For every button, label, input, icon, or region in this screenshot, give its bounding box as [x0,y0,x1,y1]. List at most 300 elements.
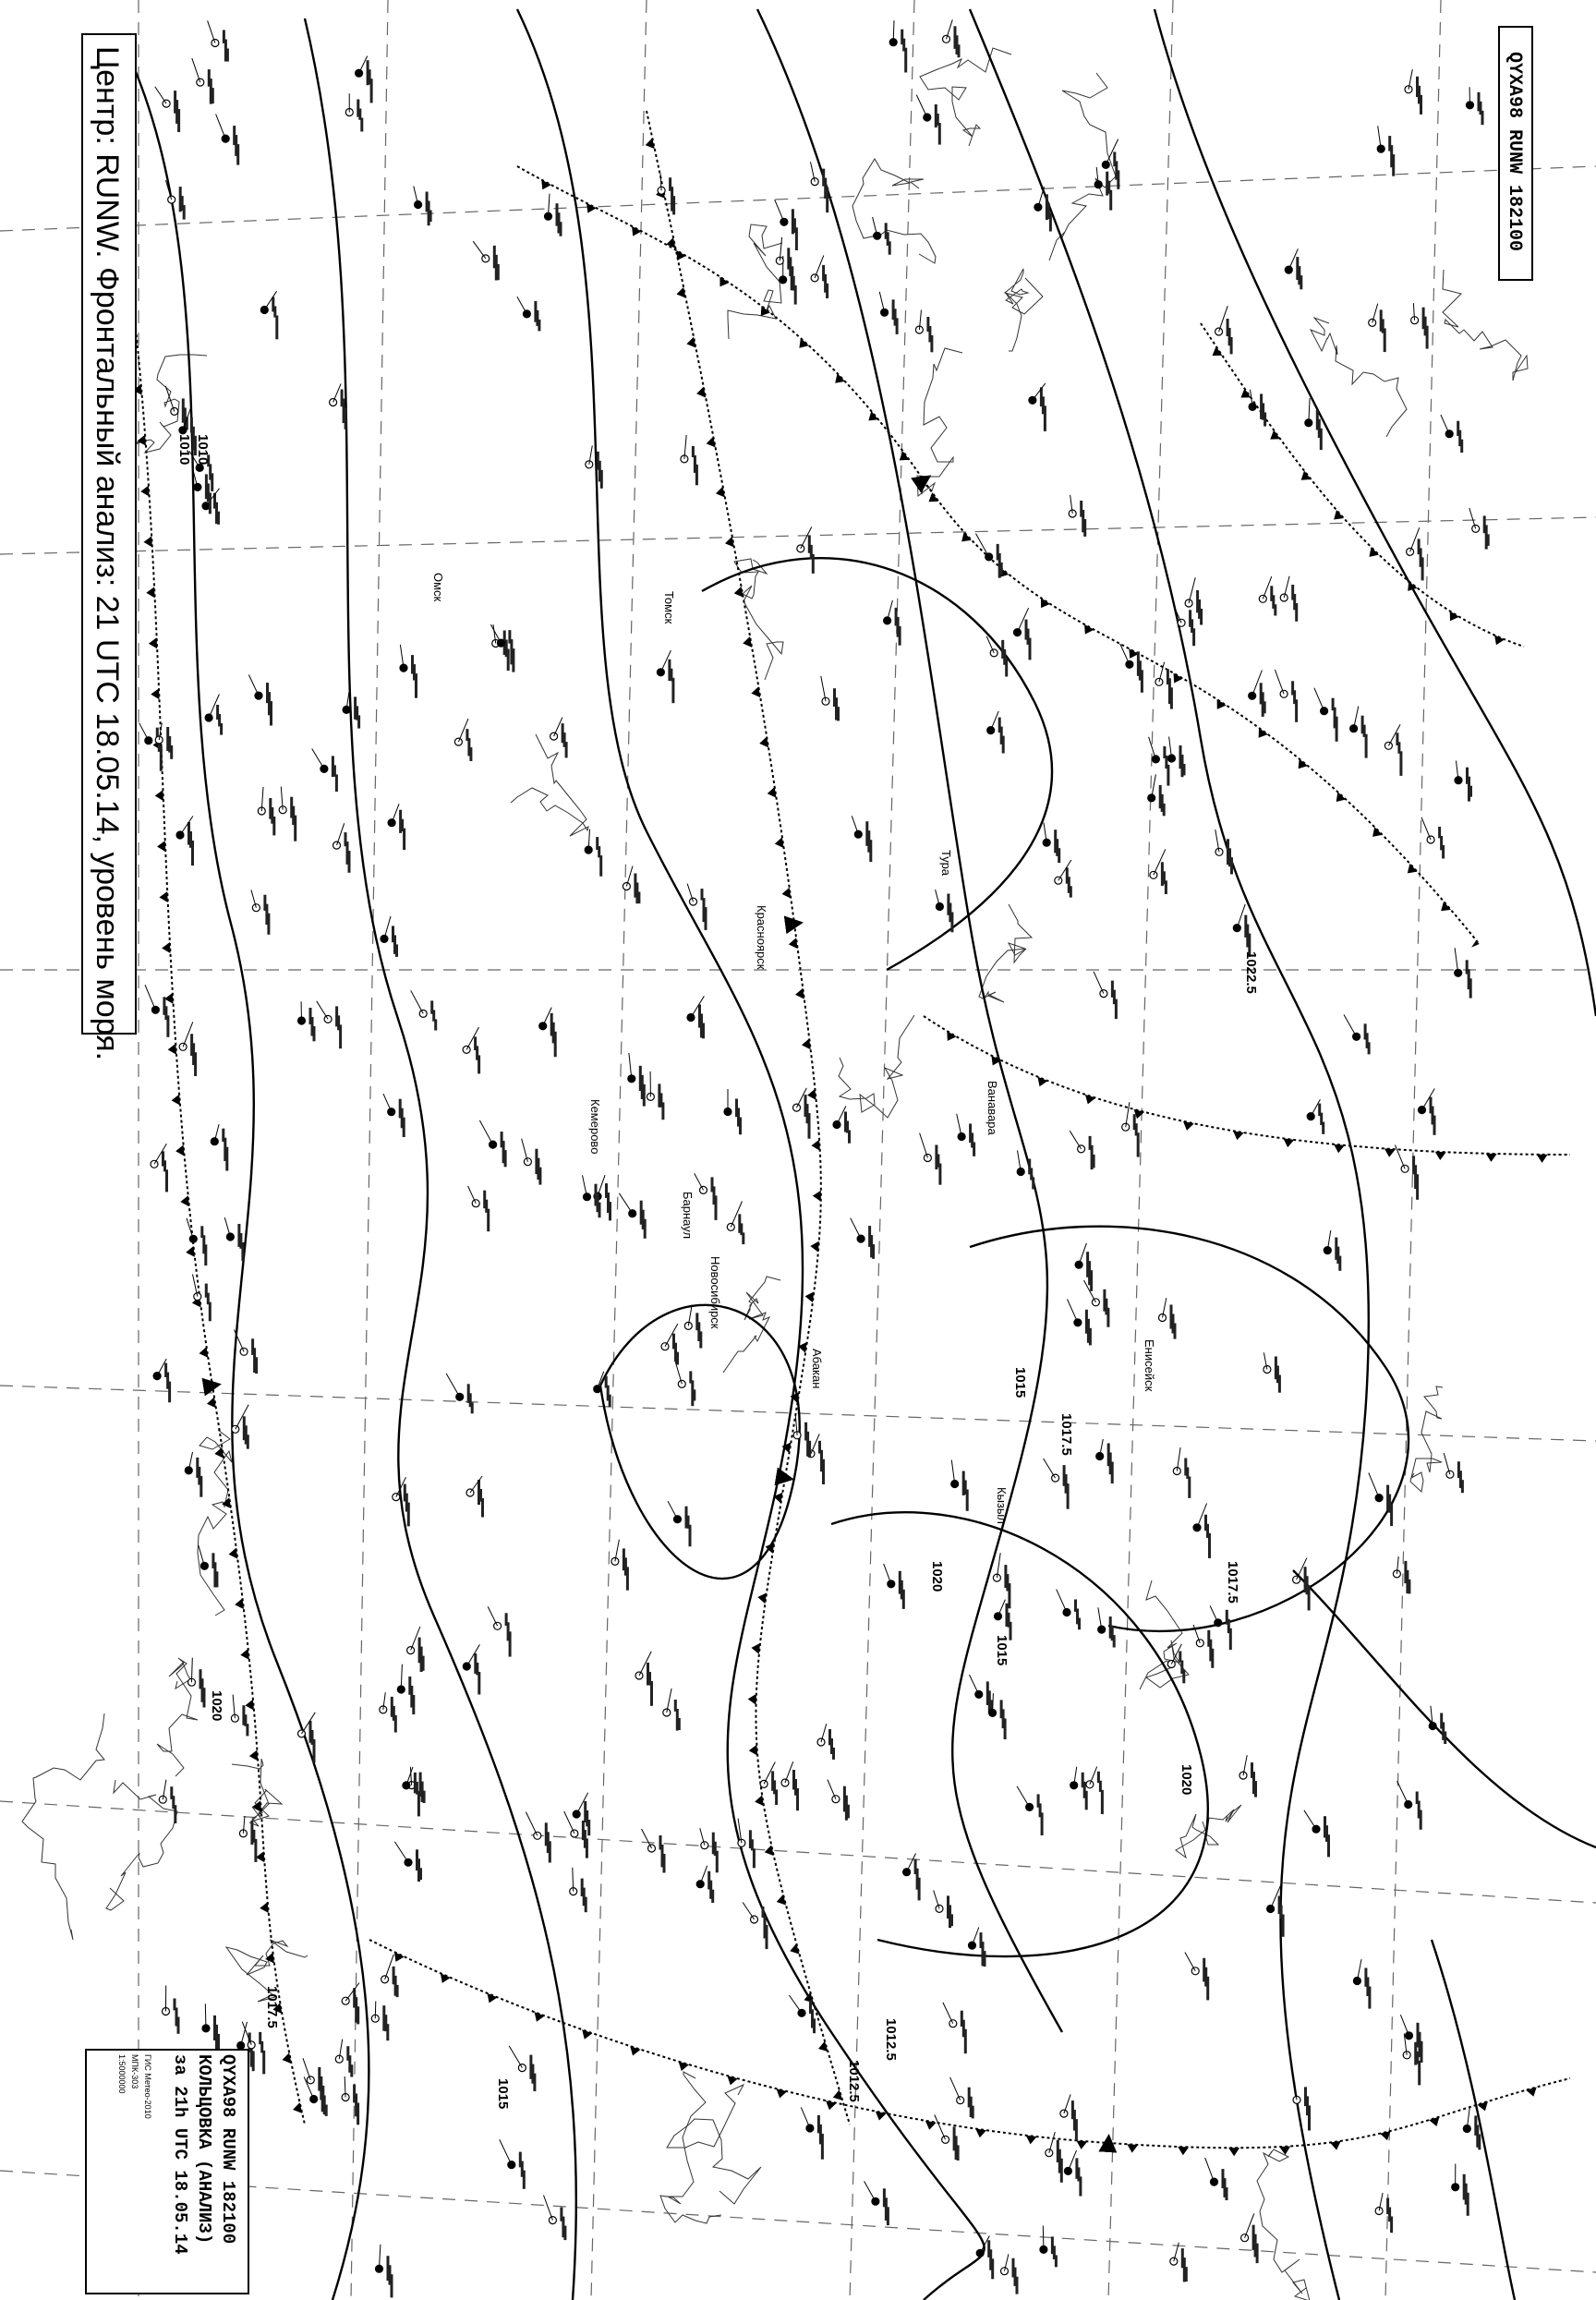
station-value-mark [1469,978,1472,998]
station-value-mark [1183,764,1186,775]
station-value-mark [808,1113,811,1139]
station-value-mark [1192,628,1195,646]
station-value-mark [826,188,828,213]
station-value-mark [1060,2159,1063,2183]
map-title: Центр: RUNW. Фронтальный анализ: 21 UTC 18.05.14, уровень моря. [90,46,125,1061]
station-value-mark [689,1525,692,1547]
station-circle [687,1014,695,1022]
station-circle [888,1580,895,1588]
station-circle [1472,525,1480,532]
station-value-mark [848,1131,851,1144]
station-value-mark [716,1851,719,1873]
station-value-mark [972,2106,974,2119]
station-value-mark [1029,638,1032,660]
station-circle [145,737,152,744]
station-value-mark [984,1951,986,1967]
station-value-mark [1041,1812,1044,1835]
station-circle [987,727,995,734]
station-value-mark [1229,1628,1232,1650]
station-value-mark [678,1718,681,1730]
station-value-mark [1408,1580,1410,1594]
station-value-mark [348,851,351,873]
station-value-mark [1055,2255,1058,2267]
isobar-label: 1022.5 [1243,951,1259,994]
station-value-mark [497,264,500,280]
station-circle [936,1905,943,1912]
station-circle [1375,2208,1383,2215]
station-value-mark [1256,2244,1259,2263]
station-circle [1280,594,1288,601]
station-value-mark [775,1789,778,1805]
station-circle [1191,1967,1199,1975]
station-value-mark [321,2086,324,2107]
station-circle [1060,2110,1068,2117]
station-value-mark [1308,2105,1311,2130]
station-circle [957,2097,964,2104]
station-value-mark [1111,1462,1114,1484]
station-circle [1293,1576,1300,1583]
station-value-mark [177,2017,180,2034]
station-value-mark [1137,1132,1140,1156]
station-value-mark [889,241,891,254]
station-value-mark [174,1805,176,1823]
station-value-mark [918,1878,921,1901]
station-value-mark [813,2018,816,2033]
station-value-mark [166,1015,169,1037]
station-value-mark [1211,1649,1214,1668]
station-value-mark [1085,1791,1088,1810]
station-circle [696,1881,704,1888]
station-circle [255,692,262,699]
station-value-mark [212,88,214,103]
station-value-mark [220,723,223,735]
place-name: Тура [939,850,953,877]
station-value-mark [599,855,602,877]
station-circle [760,1780,768,1787]
station-circle [381,1976,389,1983]
station-value-mark [663,1854,666,1873]
station-circle [1170,2258,1178,2265]
station-value-mark [1075,2119,1078,2140]
station-value-mark [563,2226,566,2241]
station-value-mark [357,2006,359,2024]
station-value-mark [1141,670,1143,693]
station-circle [1126,660,1133,668]
station-value-mark [950,1914,953,1926]
station-value-mark [938,1164,941,1185]
station-value-mark [1000,563,1003,575]
station-value-mark [837,707,840,720]
station-circle [1086,1781,1094,1788]
station-value-mark [791,266,793,280]
station-value-mark [1327,1834,1330,1857]
station-value-mark [507,649,510,672]
station-value-mark [512,648,514,672]
station-circle [454,738,462,745]
station-value-mark [1460,440,1463,453]
station-value-mark [177,109,180,132]
station-circle [881,309,889,316]
station-value-mark [872,1244,875,1259]
station-circle [1350,725,1358,732]
isobar-label: 1020 [1179,1764,1194,1796]
station-value-mark [1282,1915,1285,1937]
station-circle [969,1942,976,1949]
station-value-mark [699,1331,702,1348]
station-value-mark [1481,111,1484,125]
station-value-mark [1442,845,1445,859]
station-circle [1063,1609,1070,1616]
station-circle [1150,871,1157,878]
station-circle [1178,619,1185,626]
station-value-mark [711,1890,714,1903]
station-value-mark [345,408,347,430]
station-value-mark [403,1118,405,1137]
station-value-mark [1004,1718,1007,1739]
station-value-mark [1444,1732,1446,1745]
isobar-label: 1017.5 [1058,1413,1074,1456]
place-name: Кызыл [995,1487,1009,1524]
station-value-mark [565,742,568,757]
station-circle [1102,161,1109,168]
station-value-mark [1115,999,1118,1020]
station-value-mark [523,2171,526,2189]
station-value-mark [386,2024,389,2040]
station-value-mark [1320,429,1323,450]
station-value-mark [554,1032,557,1057]
station-value-mark [252,2052,255,2072]
station-circle [1353,1033,1360,1040]
station-value-mark [211,473,213,491]
station-circle [635,1672,643,1679]
station-value-mark [753,1848,756,1868]
station-circle [874,232,881,239]
station-circle [1155,678,1163,685]
station-value-mark [902,1590,905,1609]
station-value-mark [1295,603,1298,622]
station-value-mark [217,512,220,525]
station-circle [1405,86,1412,93]
station-circle [151,1160,158,1168]
station-value-mark [415,673,417,698]
station-circle [179,427,187,434]
station-circle [573,1810,580,1818]
station-value-mark [1206,1977,1209,2001]
station-circle [356,69,363,77]
station-circle [463,1663,470,1670]
station-circle [333,841,341,849]
station-value-mark [1049,212,1052,231]
station-circle [232,1425,239,1433]
station-value-mark [560,222,562,236]
isobar-label: 1017.5 [1225,1561,1240,1604]
station-value-mark [973,1143,975,1156]
station-value-mark [794,285,797,305]
station-value-mark [1188,1477,1191,1498]
station-circle [212,40,219,47]
station-circle [1215,848,1223,855]
station-value-mark [481,1498,484,1518]
station-value-mark [325,2105,328,2116]
isobar-label: 1010 [195,434,211,466]
station-value-mark [832,1748,835,1760]
station-value-mark [626,1567,629,1590]
station-circle [949,2020,957,2028]
station-circle [307,2076,314,2084]
station-value-mark [1182,1670,1185,1684]
station-value-mark [423,1791,426,1803]
station-value-mark [650,1681,653,1706]
place-name: Барнаул [681,1192,695,1240]
station-value-mark [487,1209,490,1232]
place-name: Кемерово [588,1099,602,1155]
station-value-mark [422,1656,425,1671]
station-value-mark [585,1897,587,1913]
station-value-mark [209,1302,212,1322]
station-value-mark [170,745,173,759]
station-value-mark [812,554,815,574]
station-value-mark [847,1805,850,1819]
station-circle [1100,990,1107,998]
station-value-mark [394,1715,397,1733]
station-value-mark [899,626,901,646]
station-value-mark [1208,1533,1211,1558]
station-value-mark [808,1441,811,1458]
station-circle [1064,2167,1071,2174]
station-value-mark [395,944,398,957]
station-value-mark [1230,337,1233,354]
station-circle [1375,1495,1383,1502]
station-value-mark [1254,1781,1257,1798]
station-circle [924,114,931,121]
station-value-mark [241,1242,244,1261]
station-value-mark [695,465,698,485]
station-circle [1427,836,1434,843]
isobar-label: 1015 [994,1635,1010,1666]
station-value-mark [1165,880,1167,894]
station-circle [1167,1661,1175,1668]
station-circle [482,255,490,262]
station-value-mark [360,118,363,132]
station-value-mark [958,44,961,57]
station-circle [1001,2268,1009,2275]
station-value-mark [1079,2176,1082,2196]
station-circle [324,1015,332,1023]
bulletin-code: QYXA98 RUNW 182100 [1504,51,1525,252]
station-value-mark [1487,534,1490,546]
station-value-mark [1300,275,1302,289]
station-value-mark [391,2274,393,2297]
station-value-mark [469,747,472,761]
station-value-mark [204,1244,207,1265]
station-value-mark [1174,1324,1177,1339]
isobar-label: 1015 [1012,1367,1028,1398]
station-circle [1211,2178,1218,2185]
station-circle [260,307,268,314]
station-circle [1353,1978,1360,1985]
wind-barb [205,2003,206,2028]
station-value-mark [1002,736,1005,754]
station-value-mark [255,1357,258,1374]
station-value-mark [165,1169,168,1192]
station-circle [571,1830,578,1837]
station-circle [490,1141,497,1148]
station-value-mark [1101,1790,1104,1814]
station-value-mark [966,1490,969,1511]
station-value-mark [1418,2061,1421,2086]
station-value-mark [1467,2193,1469,2216]
station-value-mark [950,913,953,933]
station-circle [405,1858,412,1866]
station-circle [1267,1906,1275,1913]
station-value-mark [294,816,296,841]
station-value-mark [1005,659,1008,677]
station-value-mark [609,1395,611,1408]
station-value-mark [1109,190,1112,211]
station-value-mark [904,48,907,73]
station-value-mark [407,1503,410,1527]
station-value-mark [1044,406,1046,431]
station-value-mark [549,1841,551,1862]
station-value-mark [168,1382,171,1403]
station-value-mark [796,1788,799,1810]
station-value-mark [1368,1987,1371,2009]
station-value-mark [1070,886,1072,897]
station-value-mark [1093,1155,1095,1168]
isobar-label: 1015 [495,2078,511,2110]
station-value-mark [930,335,933,352]
station-value-mark [313,1739,316,1762]
station-value-mark [246,1724,248,1736]
station-value-mark [821,2134,824,2160]
station-value-mark [267,914,270,935]
station-circle [200,1562,208,1569]
station-circle [1312,1825,1320,1833]
station-value-mark [538,320,540,332]
legend-software: ГИС Метео-2010 [143,2054,152,2119]
station-value-mark [964,2029,967,2054]
station-value-mark [1421,2041,1423,2063]
station-value-mark [203,1688,206,1707]
station-value-mark [191,841,194,866]
station-circle [1307,1113,1314,1120]
station-value-mark [1117,170,1119,188]
station-value-mark [1392,154,1395,176]
station-value-mark [1426,326,1429,349]
station-value-mark [478,1055,480,1073]
station-value-mark [1264,701,1266,713]
station-circle [623,883,630,890]
station-value-mark [1083,519,1086,537]
station-value-mark [1264,412,1266,426]
station-value-mark [1067,1483,1070,1509]
place-name: Ванавара [985,1081,999,1135]
station-value-mark [1295,699,1298,722]
station-value-mark [478,1672,480,1695]
station-value-mark [1338,1256,1341,1271]
station-circle [833,1121,840,1129]
station-value-mark [1090,1270,1093,1291]
station-value-mark [1478,2135,1481,2150]
station-value-mark [538,1168,541,1185]
station-value-mark [350,2064,353,2076]
station-value-mark [957,2145,960,2161]
isobar-label: 1020 [929,1561,945,1592]
station-value-mark [335,774,338,792]
station-value-mark [1390,2217,1393,2233]
station-value-mark [183,205,186,220]
station-value-mark [1461,1480,1464,1493]
station-value-mark [1089,1328,1092,1346]
station-value-mark [661,1102,664,1120]
station-value-mark [471,1402,474,1413]
station-value-mark [160,746,163,771]
station-value-mark [742,1232,744,1244]
station-circle [523,310,530,318]
isobar-label: 1020 [209,1690,224,1722]
station-value-mark [1469,786,1472,797]
station-value-mark [1368,1042,1371,1054]
station-value-mark [1420,95,1422,115]
station-value-mark [1421,557,1424,580]
station-value-mark [272,817,275,835]
station-value-mark [429,211,432,223]
station-circle [508,2161,515,2169]
station-value-mark [1032,1178,1034,1190]
station-value-mark [1274,604,1276,615]
station-value-mark [194,1052,197,1076]
station-circle [1401,1165,1409,1172]
station-value-mark [1163,804,1166,816]
station-value-mark [1308,1585,1311,1610]
station-circle [539,1023,547,1030]
station-value-mark [215,1571,218,1587]
legend-name: КОЛЬЦОВКА (АНАЛИЗ) [194,2054,214,2245]
station-value-mark [262,2051,265,2075]
station-value-mark [671,678,674,703]
station-circle [1285,266,1292,273]
station-circle [1075,1261,1082,1268]
isobar-label: 1017.5 [264,1986,280,2028]
station-value-mark [247,1434,249,1448]
station-circle [549,2217,556,2224]
place-name: Енисейск [1143,1339,1156,1392]
station-value-mark [609,1202,611,1220]
station-circle [240,1348,248,1355]
station-value-mark [357,2103,359,2125]
station-value-mark [1278,1375,1281,1393]
station-value-mark [739,1118,742,1135]
station-circle [701,1842,708,1849]
station-value-mark [705,907,707,930]
station-value-mark [1016,2277,1019,2294]
legend-time: за 21h UTC 18.05.14 [170,2054,190,2255]
station-value-mark [676,1352,679,1365]
station-circle [1078,1145,1085,1153]
station-value-mark [672,196,675,214]
station-circle [466,1489,474,1496]
isobar-label: 1010 [176,434,192,466]
station-value-mark [236,144,239,165]
station-value-mark [766,1925,768,1949]
station-value-mark [587,1820,590,1835]
isobar-label: 1012.5 [883,2018,899,2061]
station-value-mark [1433,1116,1436,1135]
station-value-mark [357,715,360,728]
isobar-label: 1012.5 [846,2060,862,2102]
station-value-mark [417,1791,420,1817]
station-value-mark [869,840,872,862]
